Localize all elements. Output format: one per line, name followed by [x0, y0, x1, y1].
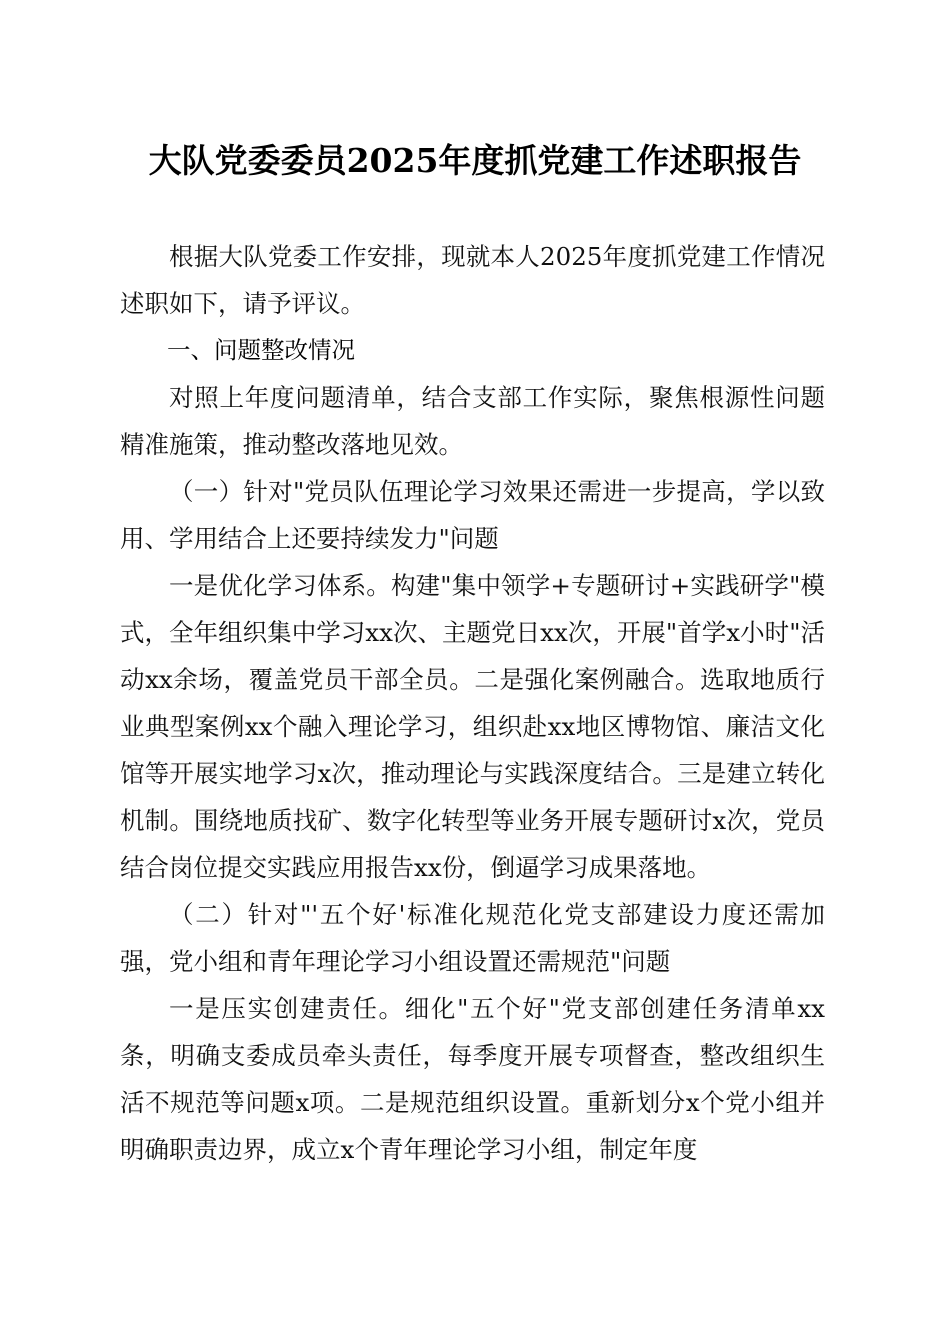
subsection-body-2: 一是压实创建责任。细化"五个好"党支部创建任务清单xx条，明确支委成员牵头责任，每季度开展专项督查，整改组织生活不规范等问题x项。二是规范组织设置。重新划分x个党小组并明确职责边界，成立x个青年理论学习小组，制定年度: [120, 994, 825, 1164]
subsection-heading-2: （二）针对"'五个好'标准化规范化党支部建设力度还需加强，党小组和青年理论学习小组设置还需规范"问题: [120, 900, 825, 976]
section-intro-paragraph: 对照上年度问题清单，结合支部工作实际，聚焦根源性问题精准施策，推动整改落地见效。: [120, 383, 825, 459]
section-heading-rectification: 一、问题整改情况: [167, 336, 355, 364]
document-body: [120, 233, 825, 1173]
intro-paragraph: 根据大队党委工作安排，现就本人2025年度抓党建工作情况述职如下，请予评议。: [120, 242, 825, 318]
subsection-heading-1: （一）针对"党员队伍理论学习效果还需进一步提高，学以致用、学用结合上还要持续发力"问题: [120, 477, 825, 553]
document-title: 大队党委委员2025年度抓党建工作述职报告: [148, 141, 802, 180]
subsection-body-1: 一是优化学习体系。构建"集中领学+专题研讨+实践研学"模式，全年组织集中学习xx次、主题党日xx次，开展"首学x小时"活动xx余场，覆盖党员干部全员。二是强化案例融合。选取地质行业典型案例xx个融入理论学习，组织赴xx地区博物馆、廉洁文化馆等开展实地学习x次，推动理论与实践深度结合。三是建立转化机制。围绕地质找矿、数字化转型等业务开展专题研讨x次，党员结合岗位提交实践应用报告xx份，倒逼学习成果落地。: [120, 571, 825, 882]
